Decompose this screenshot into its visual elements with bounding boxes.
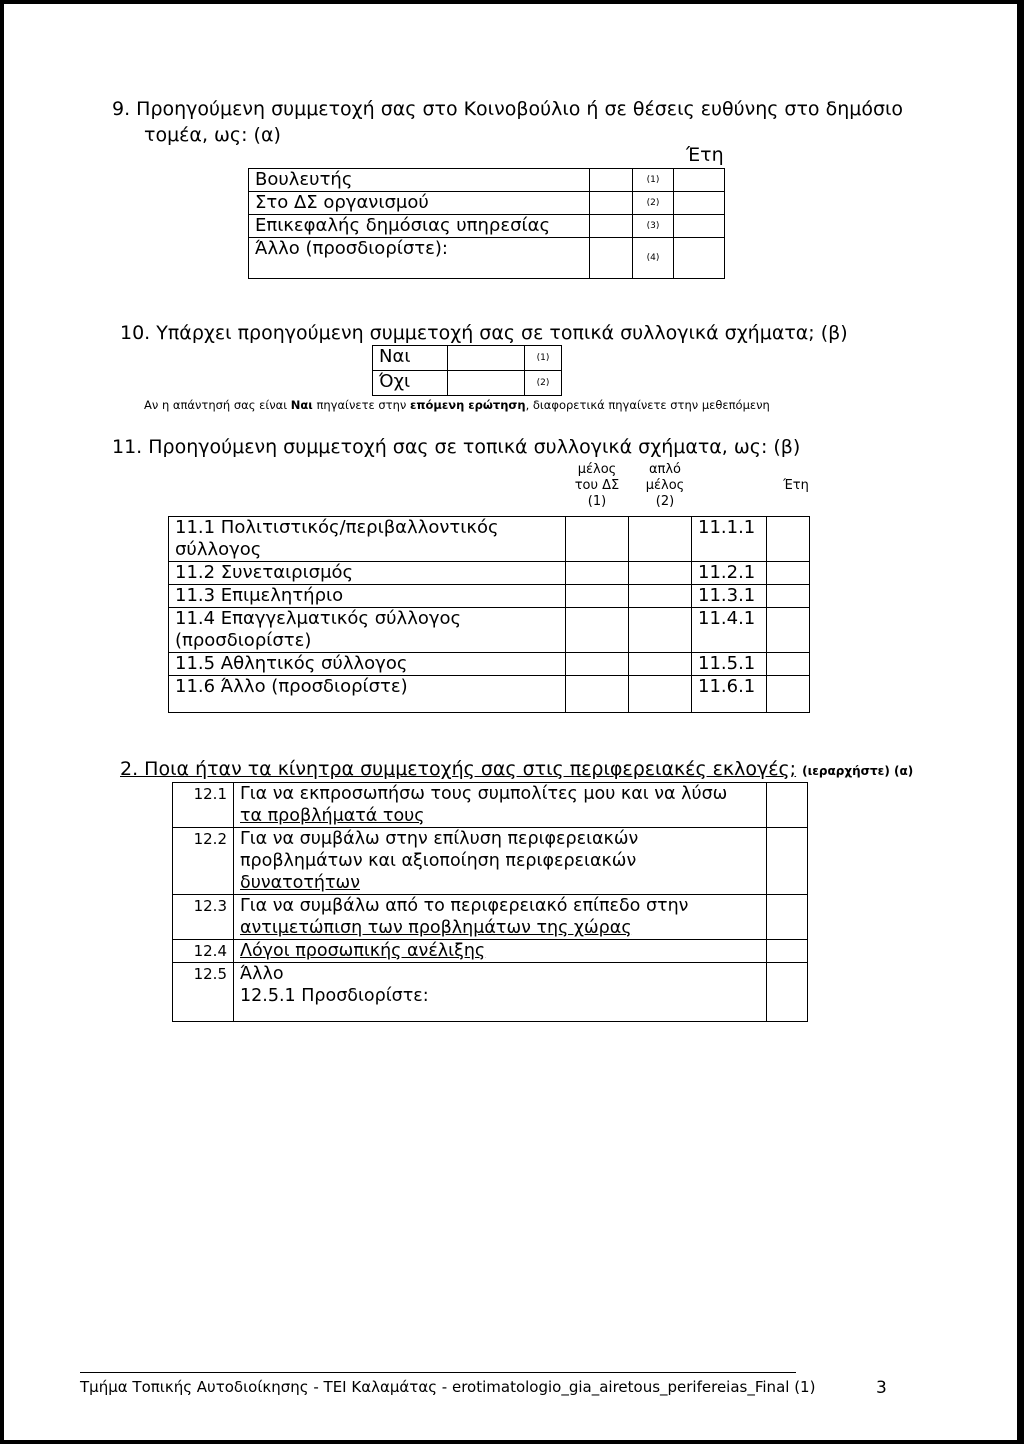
q11-row-label — [169, 676, 566, 713]
q10-instruction-note — [144, 398, 770, 412]
q9-row-years[interactable] — [674, 238, 725, 279]
table-row — [169, 653, 810, 676]
footer-text: Τμήμα Τοπικής Αυτοδιοίκησης - ΤΕΙ Καλαμάτας - erotimatologio_gia_airetous_perifereias_Final (1) — [80, 1378, 816, 1396]
document-page — [4, 4, 1017, 1440]
q9-row-checkbox[interactable] — [590, 192, 633, 215]
q11-row-code: 11.3.1 — [692, 585, 767, 608]
q11-row-simple-checkbox[interactable] — [629, 653, 692, 676]
q11-row-years[interactable] — [767, 653, 810, 676]
note-text: πηγαίνετε στην — [312, 398, 410, 412]
note-bold-next-question: επόμενη ερώτηση — [409, 398, 526, 412]
q11-row-code: 11.5.1 — [692, 653, 767, 676]
q12-rank-box[interactable] — [767, 828, 808, 895]
q11-row-years[interactable] — [767, 676, 810, 713]
q12-title-note: (ιεραρχήστε) (α) — [802, 764, 914, 778]
q9-row-code: (1) — [633, 169, 674, 192]
q11-row-label — [169, 517, 566, 562]
note-bold-yes: Ναι — [290, 398, 313, 412]
q12-rank-box[interactable] — [767, 940, 808, 963]
col-header-line: (1) — [587, 494, 607, 509]
q11-row-board-checkbox[interactable] — [566, 676, 629, 713]
q12-row-text — [234, 940, 767, 963]
table-row — [373, 346, 562, 371]
q10-row-label: Όχι — [373, 371, 448, 396]
q12-row-number: 12.3 — [173, 895, 234, 940]
q9-row-label: Βουλευτής — [249, 169, 590, 192]
q9-title-line2: τομέα, ως: (α) — [144, 124, 281, 146]
table-row — [169, 517, 810, 562]
table-row — [373, 371, 562, 396]
note-text: Αν η απάντησή σας είναι — [144, 398, 291, 412]
q11-row-years[interactable] — [767, 585, 810, 608]
q9-row-checkbox[interactable] — [590, 215, 633, 238]
q9-row-checkbox[interactable] — [590, 169, 633, 192]
row-text-line: τα προβλήματά τους — [240, 806, 425, 826]
q11-table — [168, 516, 810, 713]
q12-table — [172, 782, 808, 1022]
q10-row-code: (1) — [525, 346, 562, 371]
table-row — [173, 828, 808, 895]
q9-row-checkbox[interactable] — [590, 238, 633, 279]
q11-title: 11. Προηγούμενη συμμετοχή σας σε τοπικά συλλογικά σχήματα, ως: (β) — [112, 436, 801, 458]
footer-rule — [80, 1372, 796, 1373]
q9-row-years[interactable] — [674, 215, 725, 238]
row-text-line: Για να συμβάλω στην επίλυση περιφερειακών — [240, 829, 639, 849]
q12-row-number: 12.4 — [173, 940, 234, 963]
q11-row-board-checkbox[interactable] — [566, 585, 629, 608]
q12-row-text — [234, 828, 767, 895]
row-label-line: 11.4 Επαγγελματικός σύλλογος — [175, 608, 462, 629]
q10-title: 10. Υπάρχει προηγούμενη συμμετοχή σας σε τοπικά συλλογικά σχήματα; (β) — [120, 322, 848, 344]
table-row — [173, 940, 808, 963]
q11-col-board-member — [564, 462, 630, 510]
q12-row-text — [234, 895, 767, 940]
q10-row-code: (2) — [525, 371, 562, 396]
q12-title — [120, 758, 913, 780]
q9-years-label: Έτη — [686, 144, 724, 166]
q11-row-simple-checkbox[interactable] — [629, 562, 692, 585]
q11-row-simple-checkbox[interactable] — [629, 608, 692, 653]
q11-row-label — [169, 585, 566, 608]
q9-table — [248, 168, 725, 279]
q11-row-board-checkbox[interactable] — [566, 517, 629, 562]
col-header-line: απλό — [648, 462, 682, 477]
q12-row-number: 12.5 — [173, 963, 234, 1022]
table-row — [169, 608, 810, 653]
q9-row-years[interactable] — [674, 169, 725, 192]
note-text: , διαφορετικά πηγαίνετε στην μεθεπόμενη — [525, 398, 770, 412]
q12-title-text: 2. Ποια ήταν τα κίνητρα συμμετοχής σας στις περιφερειακές εκλογές; — [120, 758, 797, 780]
col-header-line: (2) — [655, 494, 675, 509]
row-text-line: αντιμετώπιση των προβλημάτων της χώρας — [240, 918, 632, 938]
col-header-line: του ΔΣ — [574, 478, 620, 493]
row-label-line: σύλλογος — [175, 539, 262, 560]
table-row — [173, 783, 808, 828]
q9-title-line1: 9. Προηγούμενη συμμετοχή σας στο Κοινοβούλιο ή σε θέσεις ευθύνης στο δημόσιο — [112, 98, 904, 120]
page-number: 3 — [876, 1378, 887, 1398]
q11-row-board-checkbox[interactable] — [566, 608, 629, 653]
q11-row-code: 11.4.1 — [692, 608, 767, 653]
table-row — [249, 169, 725, 192]
q11-row-board-checkbox[interactable] — [566, 562, 629, 585]
row-text-line: Λόγοι προσωπικής ανέλιξης — [240, 941, 486, 961]
q9-row-label: Στο ΔΣ οργανισμού — [249, 192, 590, 215]
table-row — [169, 676, 810, 713]
q12-row-number: 12.2 — [173, 828, 234, 895]
q10-table — [372, 345, 562, 396]
q9-row-label: Επικεφαλής δημόσιας υπηρεσίας — [249, 215, 590, 238]
q11-row-simple-checkbox[interactable] — [629, 676, 692, 713]
q12-rank-box[interactable] — [767, 895, 808, 940]
row-label-line: 11.5 Αθλητικός σύλλογος — [175, 653, 408, 674]
q9-row-years[interactable] — [674, 192, 725, 215]
q10-row-checkbox[interactable] — [448, 371, 525, 396]
q12-rank-box[interactable] — [767, 963, 808, 1022]
q11-row-code: 11.1.1 — [692, 517, 767, 562]
row-text-line: προβλημάτων και αξιοποίηση περιφερειακών — [240, 851, 637, 871]
row-label-line: 11.1 Πολιτιστικός/περιβαλλοντικός — [175, 517, 499, 538]
q11-row-simple-checkbox[interactable] — [629, 517, 692, 562]
table-row — [249, 215, 725, 238]
q11-row-years[interactable] — [767, 562, 810, 585]
q9-row-code: (3) — [633, 215, 674, 238]
q11-row-label — [169, 653, 566, 676]
row-label-line: 11.2 Συνεταιρισμός — [175, 562, 354, 583]
q11-row-simple-checkbox[interactable] — [629, 585, 692, 608]
q11-row-years[interactable] — [767, 608, 810, 653]
q9-row-label: Άλλο (προσδιορίστε): — [249, 238, 590, 279]
q12-rank-box[interactable] — [767, 783, 808, 828]
q9-row-code: (2) — [633, 192, 674, 215]
row-text-line: Άλλο — [240, 964, 284, 984]
q11-row-code: 11.6.1 — [692, 676, 767, 713]
q12-row-text — [234, 963, 767, 1022]
col-header-line: μέλος — [645, 478, 685, 493]
row-text-line: Για να συμβάλω από το περιφερειακό επίπεδο στην — [240, 896, 689, 916]
table-row — [169, 585, 810, 608]
q11-row-label — [169, 562, 566, 585]
q10-row-checkbox[interactable] — [448, 346, 525, 371]
q12-row-number: 12.1 — [173, 783, 234, 828]
table-row — [249, 238, 725, 279]
row-label-line: 11.3 Επιμελητήριο — [175, 585, 344, 606]
row-text-line: 12.5.1 Προσδιορίστε: — [240, 986, 429, 1006]
table-row — [173, 963, 808, 1022]
q11-row-label — [169, 608, 566, 653]
row-label-line: 11.6 Άλλο (προσδιορίστε) — [175, 676, 408, 697]
q11-row-code: 11.2.1 — [692, 562, 767, 585]
q9-row-code: (4) — [633, 238, 674, 279]
table-row — [249, 192, 725, 215]
table-row — [169, 562, 810, 585]
col-header-line: μέλος — [577, 462, 617, 477]
q10-row-label: Ναι — [373, 346, 448, 371]
q12-row-text — [234, 783, 767, 828]
table-row — [173, 895, 808, 940]
row-label-line: (προσδιορίστε) — [175, 630, 312, 651]
q11-years-label: Έτη — [783, 478, 809, 493]
row-text-line: δυνατοτήτων — [240, 873, 360, 893]
row-text-line: Για να εκπροσωπήσω τους συμπολίτες μου και να λύσω — [240, 784, 728, 804]
q11-row-years[interactable] — [767, 517, 810, 562]
q11-col-simple-member — [632, 462, 698, 510]
q11-row-board-checkbox[interactable] — [566, 653, 629, 676]
